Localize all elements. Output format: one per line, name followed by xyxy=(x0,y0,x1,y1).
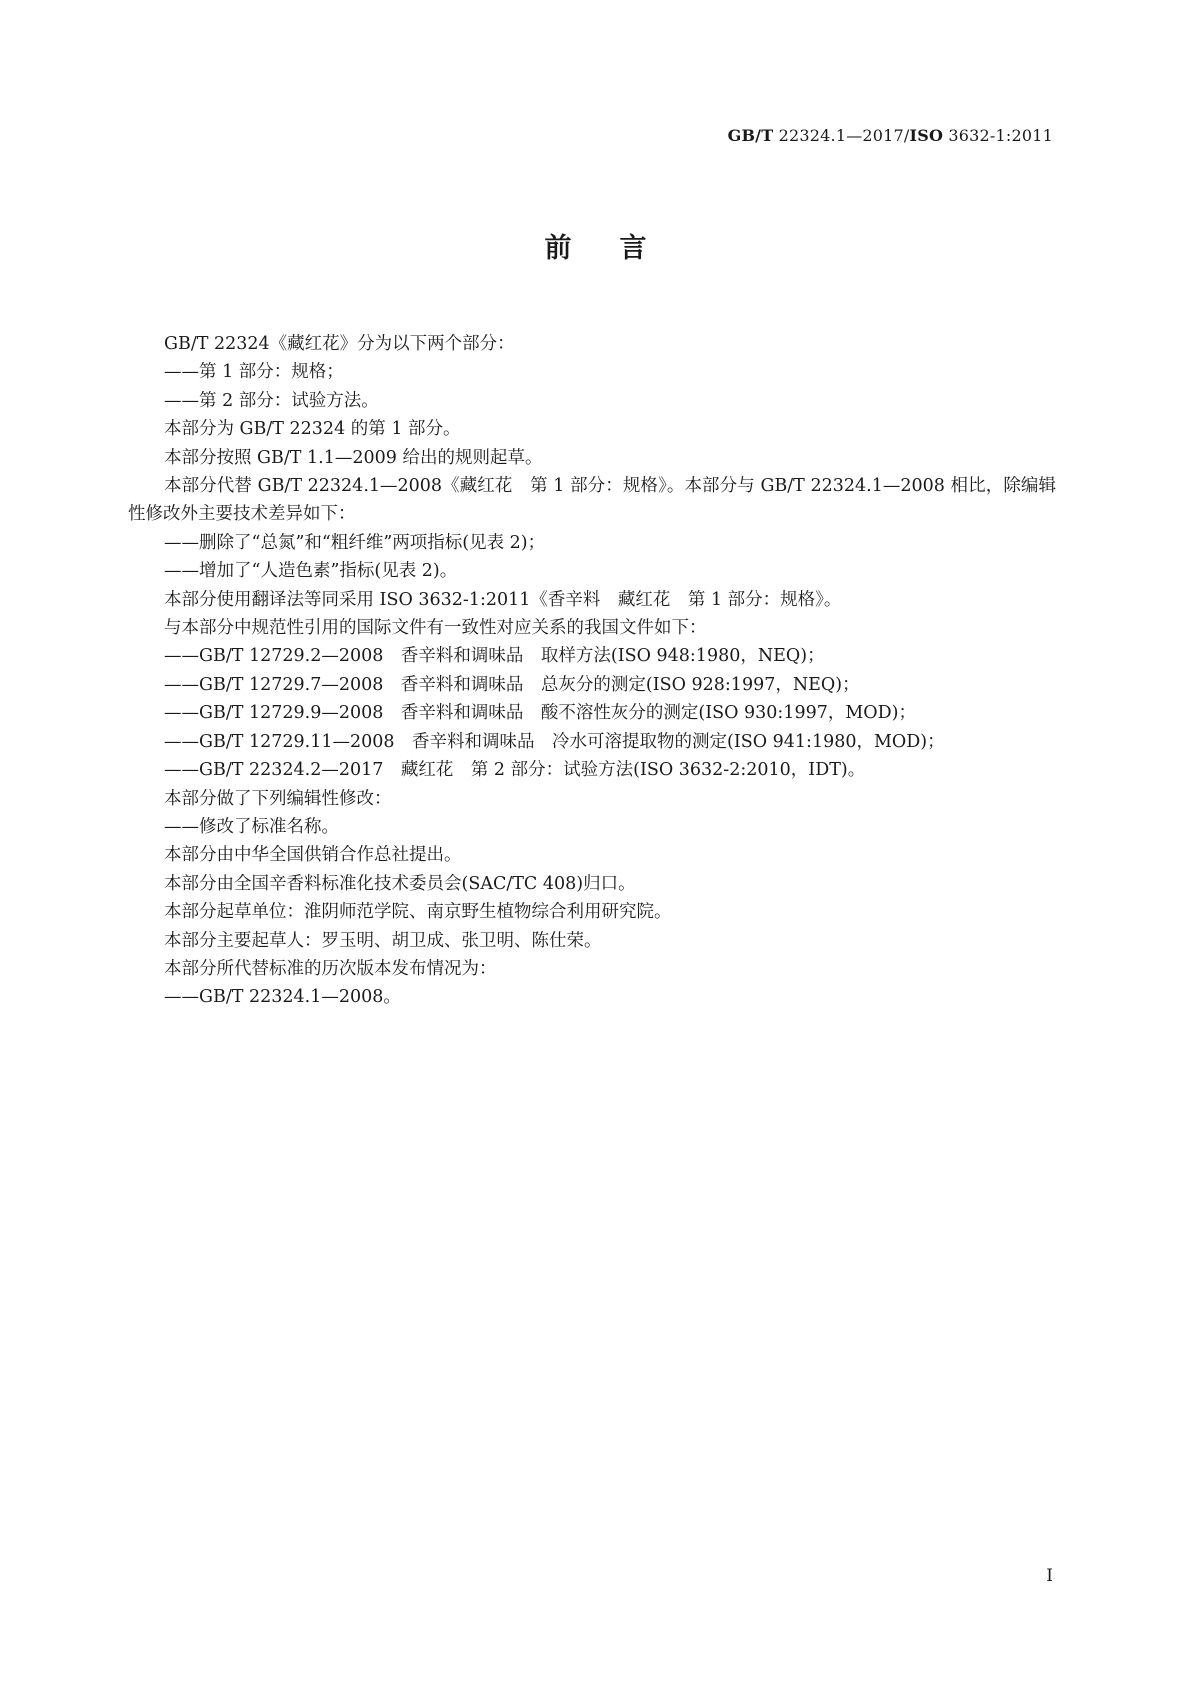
paragraph: GB/T 22324《藏红花》分为以下两个部分： xyxy=(164,334,515,354)
foreword-body xyxy=(128,330,1056,1012)
list-item: ——增加了“人造色素”指标(见表 2)。 xyxy=(164,561,458,582)
list-item: ——GB/T 12729.9—2008 香辛料和调味品 酸不溶性灰分的测定(ISO 930:1997，MOD)； xyxy=(164,703,916,724)
paragraph: 本部分使用翻译法等同采用 ISO 3632-1:2011《香辛料 藏红花 第 1 部分：规格》。 xyxy=(164,589,842,610)
list-item: ——GB/T 22324.1—2008。 xyxy=(164,987,401,1008)
list-item: ——删除了“总氮”和“粗纤维”两项指标(见表 2)； xyxy=(164,532,546,553)
list-item: ——GB/T 12729.11—2008 香辛料和调味品 冷水可溶提取物的测定(ISO 941:1980，MOD)； xyxy=(164,731,945,752)
paragraph: 本部分由中华全国供销合作总社提出。 xyxy=(164,845,462,866)
page-number: I xyxy=(1046,1566,1053,1586)
paragraph: 本部分起草单位：淮阴师范学院、南京野生植物综合利用研究院。 xyxy=(164,902,672,923)
paragraph: 本部分所代替标准的历次版本发布情况为： xyxy=(164,958,497,979)
page-title: 前言 xyxy=(544,233,695,264)
paragraph: 本部分由全国辛香料标准化技术委员会(SAC/TC 408)归口。 xyxy=(164,873,636,894)
list-item: ——修改了标准名称。 xyxy=(164,816,339,837)
paragraph: 本部分为 GB/T 22324 的第 1 部分。 xyxy=(164,419,461,440)
list-item: ——第 1 部分：规格； xyxy=(164,362,344,383)
paragraph: 本部分代替 GB/T 22324.1—2008《藏红花 第 1 部分：规格》。本部分与 GB/T 22324.1—2008 相比，除编辑性修改外主要技术差异如下： xyxy=(128,476,1056,525)
paragraph: 本部分按照 GB/T 1.1—2009 给出的规则起草。 xyxy=(164,447,543,468)
standard-code-header xyxy=(728,126,1053,145)
paragraph: 本部分做了下列编辑性修改： xyxy=(164,788,392,809)
iso-number: 3632-1:2011 xyxy=(943,126,1053,145)
list-item: ——GB/T 12729.7—2008 香辛料和调味品 总灰分的测定(ISO 928:1997，NEQ)； xyxy=(164,674,860,695)
paragraph: 本部分主要起草人：罗玉明、胡卫成、张卫明、陈仕荣。 xyxy=(164,930,602,951)
paragraph: 与本部分中规范性引用的国际文件有一致性对应关系的我国文件如下： xyxy=(164,618,707,639)
iso-prefix: ISO xyxy=(909,126,944,145)
list-item: ——GB/T 22324.2—2017 藏红花 第 2 部分：试验方法(ISO 3632-2:2010，IDT)。 xyxy=(164,760,866,781)
list-item: ——第 2 部分：试验方法。 xyxy=(164,390,379,411)
gbt-number: 22324.1—2017/ xyxy=(773,126,910,145)
list-item: ——GB/T 12729.2—2008 香辛料和调味品 取样方法(ISO 948:1980，NEQ)； xyxy=(164,646,825,667)
gbt-prefix: GB/T xyxy=(727,126,774,145)
